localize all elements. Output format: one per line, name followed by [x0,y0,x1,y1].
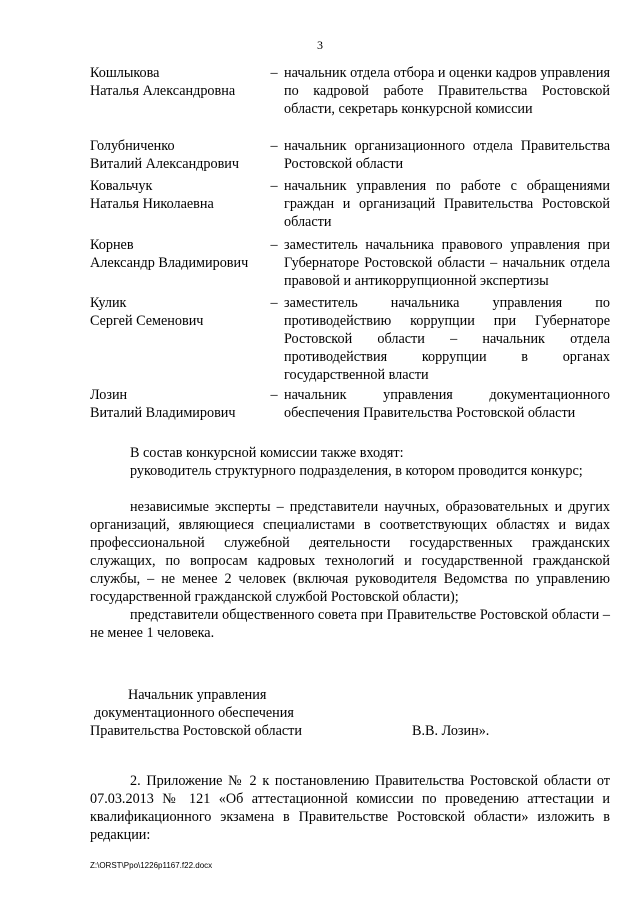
member-dash: – [270,237,278,253]
member-dash: – [270,178,278,194]
signature-title-line: Начальник управления [128,687,267,703]
member-role: начальник управления по работе с обращениями граждан и организаций Правительства Ростовской области [284,178,610,230]
member-given-names: Сергей Семенович [90,313,204,329]
member-given-names: Александр Владимирович [90,255,249,271]
body-paragraph: представители общественного совета при Правительстве Ростовской области – не менее 1 человека. [90,607,610,641]
member-surname: Кошлыкова [90,65,160,81]
member-dash: – [270,65,278,81]
member-name [90,137,265,173]
member-role: заместитель начальника управления по противодействию коррупции при Губернаторе Ростовской области – начальник отдела противодействия коррупции в органах государственной власти [284,295,610,383]
signature-title-line: Правительства Ростовской области [90,723,302,739]
member-surname: Лозин [90,387,128,403]
member-given-names: Виталий Александрович [90,156,240,172]
body-paragraph: руководитель структурного подразделения, в котором проводится конкурс; [130,463,583,479]
member-role: начальник управления документационного обеспечения Правительства Ростовской области [284,387,610,421]
body-paragraph: В состав конкурсной комиссии также входят: [130,445,404,461]
item-2-paragraph: 2. Приложение № 2 к постановлению Правительства Ростовской области от 07.03.2013 № 121 «Об аттестационной комиссии по проведению аттестации и квалификационного экзамена в Правительстве Ростовской области» изложить в редакции: [90,773,610,843]
member-surname: Корнев [90,237,134,253]
member-name [90,64,265,100]
member-dash: – [270,138,278,154]
member-name [90,236,265,272]
signature-title-line: документационного обеспечения [94,705,294,721]
member-role: начальник организационного отдела Правительства Ростовской области [284,138,610,172]
member-dash: – [270,295,278,311]
member-name [90,386,265,422]
member-given-names: Наталья Александровна [90,83,236,99]
footer-file-path: Z:\ORST\Ppo\1226p1167.f22.docx [90,861,213,870]
member-name [90,177,265,213]
member-role: заместитель начальника правового управления при Губернаторе Ростовской области – начальник отдела правовой и антикоррупционной экспертизы [284,237,610,289]
member-role: начальник отдела отбора и оценки кадров управления по кадровой работе Правительства Ростовской области, секретарь конкурсной комиссии [284,65,610,117]
member-given-names: Наталья Николаевна [90,196,214,212]
member-name [90,294,265,330]
member-surname: Кулик [90,295,127,311]
member-dash: – [270,387,278,403]
member-given-names: Виталий Владимирович [90,405,236,421]
page-number: 3 [317,38,323,52]
body-paragraph: независимые эксперты – представители научных, образовательных и других организаций, являющиеся специалистами в соответствующих областях и видах профессиональной служебной деятельности государственных гражданских служащих, по вопросам кадровых технологий и государственной гражданской службы, – не менее 2 человек (включая руководителя Ведомства по управлению государственной гражданской службой Ростовской области); [90,499,610,605]
member-surname: Голубниченко [90,138,175,154]
signature-name: В.В. Лозин». [412,723,490,739]
member-surname: Ковальчук [90,178,153,194]
